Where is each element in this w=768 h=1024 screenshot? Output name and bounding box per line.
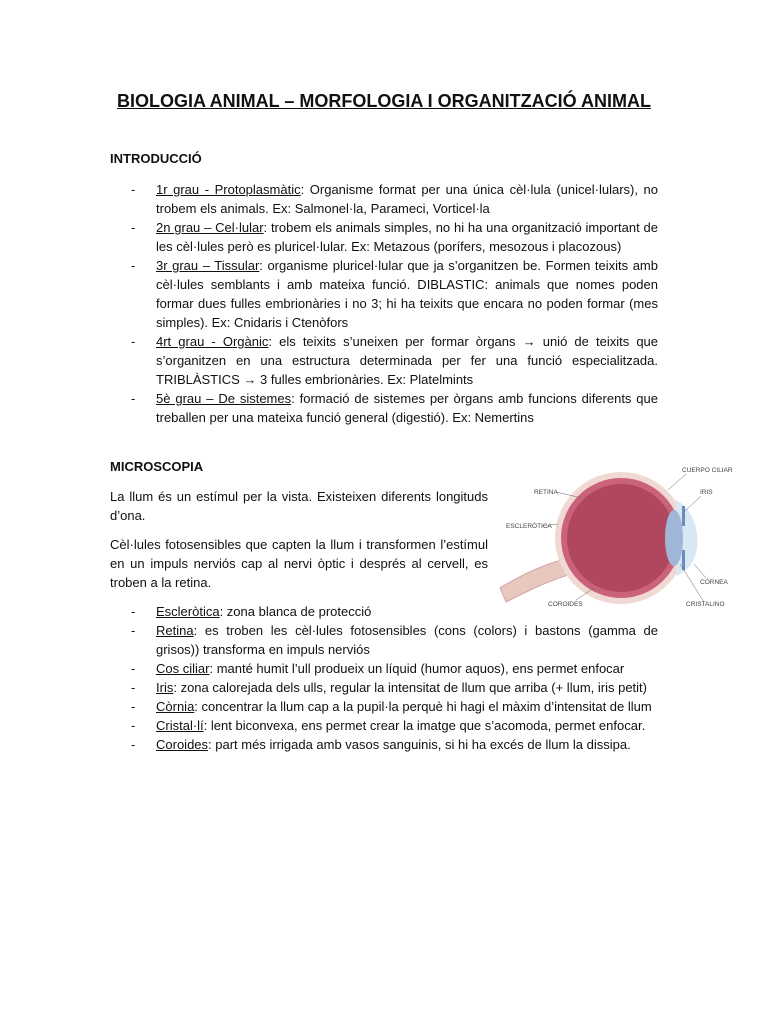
eye-parts-list [110,602,658,754]
label-iris: IRIS [700,489,713,496]
list-item-term: 3r grau – Tissular [156,258,260,273]
list-item-text: : trobem els animals simples, no hi ha una organització important de les cèl·lules però es pluricel·lular. Ex: Metazous (porífers, mesozous i placozous) [156,220,658,254]
list-item-term: Coroides [156,737,209,752]
list-item-text: : manté humit l’ull produeix un líquid (humor aquos), ens permet enfocar [209,661,625,676]
list-item-text: : zona blanca de protecció [219,604,372,619]
list-item-text: : lent biconvexa, ens permet crear la imatge que s’acomoda, permet enfocar. [203,718,646,733]
list-item [110,621,658,659]
list-item-text: : zona calorejada dels ulls, regular la intensitat de llum que arriba (+ llum, iris petit) [173,680,647,695]
microscopia-paragraph-1: La llum és un estímul per la vista. Existeixen diferents longituds d’ona. [110,489,488,523]
list-item-term: Cos ciliar [156,661,210,676]
list-item [110,735,658,754]
label-cristalino: CRISTALINO [686,601,725,608]
list-item-term: 1r grau - Protoplasmàtic [156,182,301,197]
document-title: BIOLOGIA ANIMAL – MORFOLOGIA I ORGANITZACIÓ ANIMAL [117,91,651,111]
list-item-text: : els teixits s’uneixen per formar òrgans → unió de teixits que s’organitzen en una estructura determinada per fer una funció especialitzada. TRIBLÀSTICS → 3 fulles embrionàries. Ex: Platelmints [156,334,659,387]
list-item [110,659,658,678]
intro-list [110,180,658,427]
list-item-term: 5è grau – De sistemes [156,391,292,406]
list-item-term: Escleròtica [156,604,220,619]
list-item-text: : organisme pluricel·lular que ja s’organitzen be. Formen teixits amb cèl·lules semblants i amb mateixa funció. DIBLASTIC: animals que nomes poden formar dues fulles embrionàries i no 3; hi ha teixits que encara no poden formar (mes simples). Ex: Cnidaris i Ctenòfors [156,258,658,330]
label-coroides: COROIDES [548,601,583,608]
iris-lower-shape [682,550,685,570]
list-item [110,697,658,716]
list-item-term: Retina [156,623,194,638]
list-item-term: Còrnia [156,699,195,714]
label-esclerotica: ESCLERÓTICA [506,523,552,530]
label-retina: RETINA [534,489,558,496]
list-item [110,389,658,427]
label-cornea: CÓRNEA [700,579,728,586]
vitreous-shape [567,484,675,592]
list-item [110,678,658,697]
label-cuerpo-ciliar: CUERPO CILIAR [682,467,733,474]
list-item-text: : part més irrigada amb vasos sanguinis, si hi ha excés de llum la dissipa. [208,737,631,752]
microscopia-heading: MICROSCOPIA [110,459,204,474]
iris-upper-shape [682,506,685,526]
list-item-term: Cristal·lí [156,718,204,733]
list-item-text: : Organisme format per una única cèl·lula (unicel·lulars), no trobem els animals. Ex: Salmonel·la, Parameci, Vorticel·la [156,182,658,216]
microscopia-paragraph-2: Cèl·lules fotosensibles que capten la llum i transformen l’estímul en un impuls nerviós cap al nervi òptic i després al cervell, es troben a la retina. [110,537,488,590]
list-item-term: 4rt grau - Orgànic [156,334,269,349]
list-item-term: 2n grau – Cel·lular [156,220,264,235]
list-item [110,218,658,256]
list-item [110,332,658,389]
intro-heading: INTRODUCCIÓ [110,151,202,166]
list-item-text: : concentrar la llum cap a la pupil·la perquè hi hagi el màxim d’intensitat de llum [194,699,652,714]
eye-anatomy-diagram [496,460,746,620]
list-item [110,256,658,332]
list-item [110,602,658,621]
list-item-text: : formació de sistemes per òrgans amb funcions diferents que treballen per una mateixa funció general (digestió). Ex: Nemertins [156,391,658,425]
list-item [110,716,658,735]
lens-shape [665,510,683,566]
list-item-term: Iris [156,680,174,695]
list-item [110,180,658,218]
list-item-text: : es troben les cèl·lules fotosensibles (cons (colors) i bastons (gamma de grisos)) transforma en impuls nerviós [156,623,658,657]
